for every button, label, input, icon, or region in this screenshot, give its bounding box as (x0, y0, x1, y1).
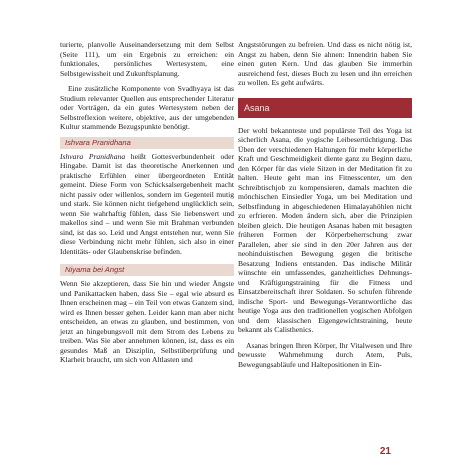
term: Ishvara Pranidhana (60, 151, 126, 161)
paragraph: Wenn Sie akzeptieren, dass Sie hin und wieder Ängste und Panikattacken haben, dass Sie – egal wie absurd es Ihnen erscheinen mag – ein Teil von etwas Ganzem sind, wird es Ihnen besser gehen. Leider kann man aber nicht entscheiden, an etwas zu glauben, und bestimmen, von jetzt an hingebungsvoll mit dem Strom des Lebens zu treiben. Was Sie aber annehmen können, ist, dass es ein gesundes Maß an Disziplin, Selbstüberprüfung und Klarheit braucht, um sich von Altlasten und (60, 279, 234, 364)
subheading-niyama: Niyama bei Angst (60, 264, 234, 276)
paragraph: turierte, planvolle Auseinandersetzung mit dem Selbst (Seite 111), um ein Ergebnis zu erreichen: ein funktionales, persönliches Wertesystem, eine Selbstgewissheit und Zukunftsplanung. (60, 40, 234, 78)
page-number: 21 (379, 446, 391, 457)
paragraph: Der wohl bekannteste und populärste Teil des Yoga ist sicherlich Asana, die yogische Leibesertüchtigung. Das Üben der verschiedenen Haltungen für mehr körperliche Kraft und Geschmeidigkeit diente ganz zu Beginn dazu, den Körper für das viele Sitzen in der Meditation fit zu halten. Heute geht man ins Fitnesscenter, um den Schreibtischjob zu kompensieren, damals machten die mönchischen Einsiedler Yoga, um bei Meditation und Selbstfindung in abgeschiedenen Himalayahöhlen nicht zu erfrieren. Moden ändern sich, aber die Prinzipien bleiben gleich. Die heutigen Asanas haben mit besagten früheren Formen der Körperbeherrschung zwar Parallelen, aber sie sind in den 20er Jahren aus der neohinduistischen Bewegung gegen die britische Besatzung Indiens entstanden. Das indische Militär wünschte ein umfassendes, ganzheitliches Dehnungs- und Kräftigungstraining für die Fitness und Einsatzbereitschaft ihrer Soldaten. So schufen führende indische Sport- und Bewegungs-Verantwortliche das heutige Yoga aus den traditionellen yogischen Abfolgen und dem klassischen Eigengewichtstraining, heute bekannt als Calisthenics. (238, 125, 412, 334)
paragraph-text: heißt Gottesverbundenheit oder Hingabe. Damit ist das theoretische Anerkennen und praktische Erfühlen einer übergeordneten Entität gemeint. Diese Form von Schicksalsergebenheit macht nicht passiv oder willenlos, sondern im Gegenteil mutig und stark. Sie können nicht tiefgehend unglücklich sein, wenn Sie wahrhaftig fühlen, dass Sie liebenswert und makellos sind – und wenn Sie mit Brahman verbunden sind, ist das so. Leid und Angst entstehen nur, wenn Sie diese Verbindung nicht mehr fühlen, sich also in einer Identitäts- oder Glaubenskrise befinden. (60, 151, 234, 256)
section-title-asana: Asana (238, 98, 412, 118)
left-column (60, 40, 234, 365)
paragraph: Asanas bringen Ihren Körper, Ihr Vitalwesen und Ihre bewusste Wahrnehmung durch Atem, Puls, Bewegungsabläufe und Haltepositionen in Ein- (238, 340, 412, 369)
right-column (238, 40, 412, 369)
paragraph (60, 152, 234, 257)
paragraph: Angststörungen zu befreien. Und dass es nicht nötig ist, Angst zu haben, denn Sie ahnen: Innendrin haben Sie einen guten Kern. Und das glauben Sie immerhin ausreichend fest, dieses Buch zu lesen und ihn erreichen zu wollen. Es geht aufwärts. (238, 40, 412, 87)
paragraph: Eine zusätzliche Komponente von Svadhyaya ist das Studium relevanter Quellen aus entsprechender Literatur oder Vorträgen, da ein gutes Wertesystem neben der Selbstreflexion weitere, objektive, aus der umgebenden Kultur stammende Bezugspunkte benötigt. (60, 84, 234, 131)
subheading-ishvara: Ishvara Pranidhana (60, 137, 234, 149)
